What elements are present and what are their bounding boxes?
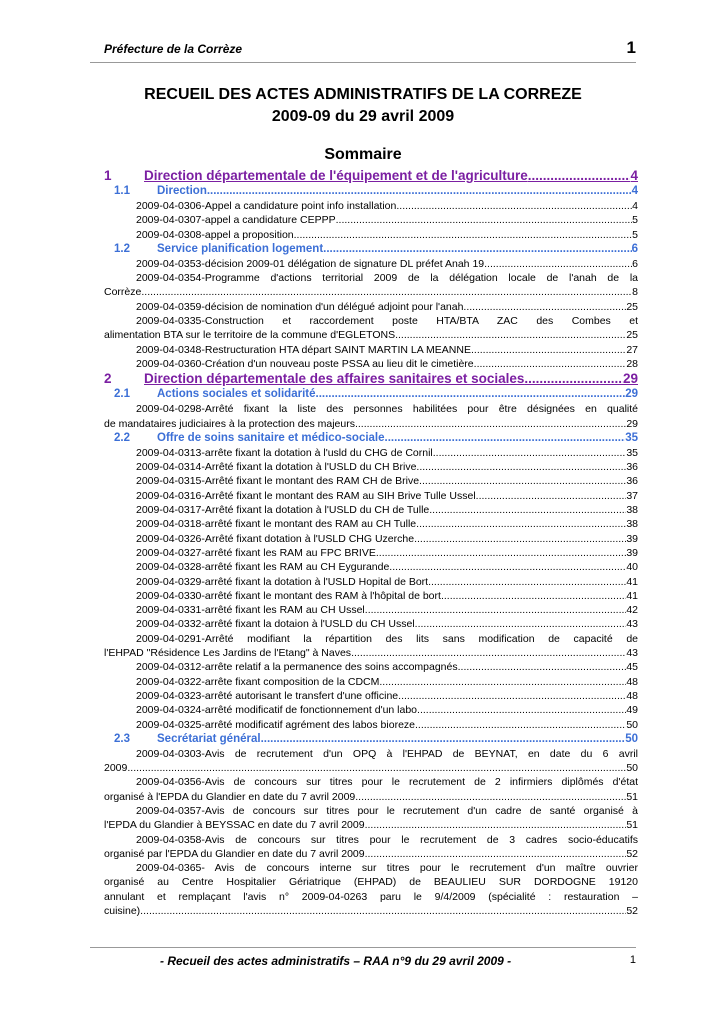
toc-entry[interactable] [104,242,638,257]
toc-entry-label: l'EPDA du Glandier à BEYSSAC en date du 7 avril 2009 [104,819,365,832]
toc-leader-dots [385,431,626,446]
toc-entry[interactable] [104,818,638,832]
toc-leader-dots [316,387,626,402]
toc-page-number: 39 [626,532,638,545]
toc-leader-dots [471,343,626,357]
toc-entry[interactable] [104,343,638,357]
toc-page-number: 25 [626,300,638,313]
toc-entry-line: 2009-04-0303-Avis de recrutement d'un OPQ à l'EHPAD de BEYNAT, en date du 6 avril [136,747,638,760]
toc-page-number: 37 [626,489,638,502]
toc-entry[interactable] [104,532,638,546]
toc-entry-label: 2009-04-0318-arrêté fixant le montant des RAM au CH Tulle [136,518,417,531]
toc-leader-dots [294,228,633,242]
toc-page-number: 42 [626,604,638,617]
toc-entry[interactable] [104,689,638,703]
toc-entry-line: 2009-04-0365- Avis de concours interne sur titres pour le recrutement d'un maître ouvrier [136,862,638,875]
toc-entry[interactable] [104,790,638,804]
toc-page-number: 35 [626,446,638,459]
toc-entry[interactable] [104,228,638,242]
header-prefecture: Préfecture de la Corrèze [104,42,243,56]
toc-entry[interactable] [104,474,638,488]
toc-entry-text: Offre de soins sanitaire et médico-sociale [157,431,385,444]
toc-page-number: 51 [626,790,638,803]
toc-leader-dots [477,357,627,371]
toc-page-number: 38 [626,518,638,531]
toc-entry-label: cuisine). [104,905,144,918]
page-header [90,38,636,63]
toc-entry-line: 2009-04-0356-Avis de concours sur titres pour le recrutement de 2 infirmiers diplômés d'état [136,776,638,789]
toc-leader-dots [392,560,626,574]
toc-page-number: 52 [626,905,638,918]
toc-entry-line: 2009-04-0358-Avis de concours sur titres pour le recrutement de 3 cadres socio-éducatifs [136,833,638,846]
toc-entry[interactable] [104,328,638,342]
toc-page-number: 52 [626,847,638,860]
toc-entry-label: 2009-04-0331-arrêté fixant les RAM au CH Ussel [136,604,365,617]
toc-entry-text: Secrétariat général [157,732,261,745]
toc-entry-label: 2009-04-0330-arrêté fixant le montant des RAM à l'hôpital de bort [136,589,441,602]
toc-entry[interactable] [104,617,638,631]
toc-entry[interactable] [104,703,638,717]
toc-entry[interactable] [104,285,638,299]
toc-entry-label: 2009-04-0317-Arrêté fixant la dotation à l'USLD du CH de Tulle [136,504,430,517]
toc-page-number: 45 [626,661,638,674]
toc-leader-dots [376,546,626,560]
toc-leader-dots [368,847,627,861]
toc-entry-label: de mandataires judiciaires à la protection des majeurs. [104,417,358,430]
toc-leader-dots [365,818,627,832]
toc-leader-dots [466,300,626,314]
toc-leader-dots [484,257,632,271]
toc-entry-line: organisé au Centre Hospitalier Gériatrique (EHPAD) de BEAULIEU SUR DORDOGNE 19120 [104,876,638,889]
toc-leader-dots [415,617,627,631]
toc-entry[interactable] [104,387,638,402]
toc-leader-dots [355,790,626,804]
toc-page-number: 49 [626,704,638,717]
toc-entry[interactable] [104,168,638,184]
document-title: RECUEIL DES ACTES ADMINISTRATIFS DE LA CORREZE [144,86,582,103]
toc-entry[interactable] [104,357,638,371]
toc-entry[interactable] [104,460,638,474]
toc-page-number: 48 [626,675,638,688]
toc-leader-dots [429,503,626,517]
toc-entry[interactable] [104,213,638,227]
toc-leader-dots [416,517,626,531]
toc-entry-label: 2009-04-0308-appel a proposition [136,228,294,241]
toc-page-number: 29 [625,388,638,401]
toc-leader-dots [524,371,623,387]
toc-leader-dots [479,489,627,503]
toc-entry[interactable] [104,517,638,531]
toc-entry-number: 2.3 [114,732,130,745]
toc-entry-label: 2009-04-0332-arrêté fixant la dotaion à l'USLD du CH Ussel [136,618,415,631]
toc-leader-dots [365,603,627,617]
toc-entry[interactable] [104,589,638,603]
toc-entry-line: 2009-04-0335-Construction et raccordement poste HTA/BTA ZAC des Combes et [136,315,638,328]
toc-entry[interactable] [104,603,638,617]
toc-entry[interactable] [104,300,638,314]
toc-entry[interactable] [104,417,638,431]
toc-page-number: 39 [626,546,638,559]
toc-page-number: 43 [626,647,638,660]
toc-entry-label: 2009-04-0315-Arrêté fixant le montant des RAM CH de Brive. [136,475,422,488]
toc-entry-label: 2009-04-0329-arrêté fixant la dotation à l'USLD Hopital de Bort [136,575,429,588]
toc-page-number: 43 [626,618,638,631]
toc-entry-number: 2.2 [114,431,130,444]
toc-entry-label: 2009-04-0324-arrêté modificatif de fonctionnement d'un labo [136,704,418,717]
toc-leader-dots [207,184,632,199]
toc-entry-label: l'EHPAD "Résidence Les Jardins de l'Etang" à Naves [104,647,352,660]
toc-page-number: 50 [625,732,638,745]
toc-page-number: 4 [631,185,638,197]
toc-entry-number: 1.1 [114,185,130,197]
toc-entry-label: 2009-04-0313-arrête fixant la dotation à l'usld du CHG de Cornil [136,446,433,459]
toc-entry-label: 2009-04-0348-Restructuration HTA départ SAINT MARTIN LA MEANNE [136,343,471,356]
toc-page-number: 35 [625,431,638,444]
toc-page-number: 27 [626,343,638,356]
toc-entry[interactable] [104,904,638,918]
toc-entry-label: 2009-04-0326-Arrêté fixant dotation à l'USLD CHG Uzerche [136,532,415,545]
toc-leader-dots [351,646,626,660]
toc-entry-label: 2009-04-0306-Appel a candidature point info installation [136,200,397,212]
toc-page-number: 50 [626,762,638,775]
document-subtitle: 2009-09 du 29 avril 2009 [271,108,455,125]
toc-entry[interactable] [104,660,638,674]
toc-entry-label [114,732,261,747]
toc-leader-dots [141,285,632,299]
toc-entry[interactable] [104,257,638,271]
toc-entry[interactable] [104,718,638,732]
toc-leader-dots [441,589,626,603]
toc-entry-label: organisé à l'EPDA du Glandier en date du 7 avril 2009 [104,790,356,803]
footer-text: - Recueil des actes administratifs – RAA n°9 du 29 avril 2009 - [160,954,512,968]
toc-page-number: 50 [626,718,638,731]
toc-entry-label [114,387,316,402]
toc-entry-label: organisé par l'EPDA du Glandier en date du 7 avril 2009. [104,847,368,860]
toc-entry-label: alimentation BTA sur le territoire de la commune d'EGLETONS [104,329,396,342]
toc-entry[interactable] [104,371,638,387]
toc-entry-line: 2009-04-0354-Programme d'actions territorial 2009 de la délégation locale de l'anah de la [136,272,638,285]
toc-leader-dots [458,660,627,674]
toc-entry[interactable] [104,675,638,689]
toc-entry[interactable] [104,184,638,199]
toc-entry-label: 2009-04-0316-Arrêté fixant le montant des RAM au SIH Brive Tulle Ussel. [136,489,479,502]
toc-leader-dots [127,761,626,775]
toc-leader-dots [428,575,626,589]
toc-leader-dots [336,213,633,227]
toc-entry[interactable] [104,575,638,589]
toc-page-number: 41 [626,589,638,602]
toc-entry-label: 2009 [104,762,128,775]
toc-page-number: 29 [622,371,638,387]
toc-entry[interactable] [104,431,638,446]
toc-page-number: 51 [626,819,638,832]
toc-entry-label [104,371,524,387]
toc-entry-label: 2009-04-0322-arrête fixant composition de la CDCM [136,675,380,688]
toc-leader-dots [528,168,631,184]
toc-leader-dots [143,904,626,918]
toc-entry-label [104,168,528,184]
toc-entry-line: 2009-04-0291-Arrêté modifiant la répartition des lits sans modification de capacité de [136,632,638,645]
toc-entry-label: Corrèze [104,286,142,299]
toc-page-number: 4 [632,200,638,212]
toc-leader-dots [422,474,626,488]
toc-entry-text: Actions sociales et solidarité [157,388,316,401]
toc-leader-dots [323,242,631,257]
toc-page-number: 41 [626,575,638,588]
toc-page-number: 38 [626,504,638,517]
toc-page-number: 29 [626,417,638,430]
toc-entry[interactable] [104,847,638,861]
toc-leader-dots [261,732,626,747]
toc-leader-dots [396,199,632,213]
toc-entry-number: 1 [104,168,112,183]
toc-page-number: 28 [626,357,638,370]
toc-entry[interactable] [104,446,638,460]
toc-entry[interactable] [104,560,638,574]
toc-entry[interactable] [104,489,638,503]
toc-entry-label: 2009-04-0325-arrêté modificatif agrément des labos bioreze [136,718,415,731]
toc-page-number: 8 [632,286,638,299]
toc-entry-number: 2.1 [114,388,130,401]
toc-page-number: 5 [632,228,638,241]
toc-page-number: 40 [626,561,638,574]
sommaire-heading: Sommaire [324,146,402,163]
toc-entry-label: 2009-04-0328-arrêté fixant les RAM au CH Eygurande. [136,561,393,574]
toc-entry-line: 2009-04-0357-Avis de concours sur titres pour le recrutement d'un cadre de santé organisé à [136,804,638,817]
toc-entry-label [114,242,323,257]
toc-leader-dots [415,718,626,732]
toc-page-number: 25 [626,329,638,342]
toc-entry-line: 2009-04-0298-Arrêté fixant la liste des personnes habilitées pour être désignées en qualité [136,403,638,416]
toc-leader-dots [417,703,626,717]
toc-page-number: 36 [626,461,638,474]
toc-entry-text: Service planification logement [157,242,324,255]
toc-leader-dots [379,675,626,689]
toc-entry[interactable] [104,503,638,517]
toc-entry-label: 2009-04-0314-Arrêté fixant la dotation à l'USLD du CH Brive. [136,461,420,474]
toc-page-number: 4 [630,168,638,183]
toc-entry-label [114,431,385,446]
toc-page-number: 48 [626,689,638,702]
toc-leader-dots [414,532,626,546]
toc-entry-label: 2009-04-0327-arrêté fixant les RAM au FPC BRIVE [136,546,376,559]
footer-page-number: 1 [629,954,636,966]
toc-page-number: 5 [632,214,638,227]
toc-entry-line: annulant et remplaçant l'avis n° 2009-04-0263 paru le 9/4/2009 (spécialité : restauration – [104,890,638,903]
toc-entry[interactable] [104,199,638,213]
toc-leader-dots [419,460,626,474]
toc-entry-label: 2009-04-0312-arrête relatif a la permanence des soins accompagnés [136,661,458,674]
toc-entry[interactable] [104,761,638,775]
toc-page-number: 36 [626,475,638,488]
toc-entry-label: 2009-04-0359-décision de nomination d'un délégué adjoint pour l'anah. [136,300,467,313]
toc-entry-number: 1.2 [114,242,130,255]
toc-entry-label [114,184,207,199]
toc-entry-label: 2009-04-0307-appel a candidature CEPPP [136,214,336,227]
table-of-contents [104,168,638,918]
toc-entry-text: Direction départementale des affaires sanitaires et sociales [144,371,525,387]
toc-page-number: 6 [631,242,638,255]
toc-entry-text: Direction [157,185,207,197]
toc-entry-text: Direction départementale de l'équipement et de l'agriculture [144,168,528,183]
toc-leader-dots [398,689,626,703]
toc-leader-dots [433,446,627,460]
toc-entry-label: 2009-04-0323-arrêté autorisant le transfert d'une officine [136,689,399,702]
toc-leader-dots [395,328,626,342]
page-footer [90,947,636,968]
toc-entry-number: 2 [104,371,112,387]
toc-entry[interactable] [104,646,638,660]
toc-entry-label: 2009-04-0360-Création d'un nouveau poste PSSA au lieu dit le cimetière. [136,357,477,370]
header-page-number: 1 [626,38,636,57]
toc-leader-dots [358,417,626,431]
toc-entry-label: 2009-04-0353-décision 2009-01 délégation de signature DL préfet Anah 19 [136,257,485,270]
toc-page-number: 6 [632,257,638,270]
toc-entry[interactable] [104,732,638,747]
toc-entry[interactable] [104,546,638,560]
